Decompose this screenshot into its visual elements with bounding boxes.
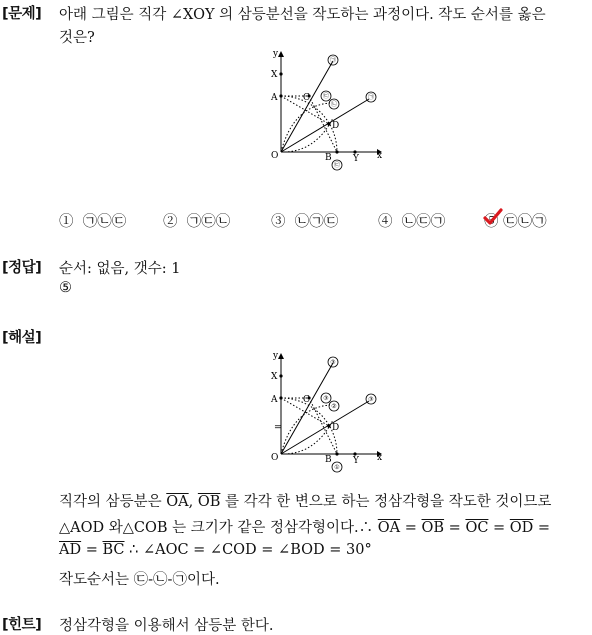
label-O: O [271, 151, 279, 161]
choice-5-number: ⑤ [484, 214, 499, 230]
svg-text:A: A [271, 395, 278, 405]
explanation-line3: $\overline{AD} = \overline{BC}$ ∴ ∠AOC = ∠COD = ∠BOD = 30° [59, 542, 372, 558]
svg-text:③: ③ [330, 359, 336, 366]
svg-text:㉠: ㉠ [329, 57, 337, 64]
choice-2[interactable]: ② ㉠㉢㉡ [163, 214, 231, 230]
svg-text:②: ② [331, 403, 337, 410]
label-x: x [377, 151, 383, 161]
svg-text:㉢: ㉢ [333, 162, 341, 169]
answer-text-line2: ⑤ [59, 280, 72, 296]
svg-text:O: O [271, 453, 279, 463]
answer-tag: [정답] [2, 260, 42, 276]
question-tag: [문제] [2, 6, 42, 22]
explanation-line4: 작도순서는 ㉢-㉡-㉠이다. [59, 572, 220, 588]
label-A: A [271, 93, 278, 103]
construction-figure-2 [265, 350, 395, 480]
label-B: B [325, 153, 332, 163]
explanation-tag: [해설] [2, 330, 42, 346]
question-text-line1: 아래 그림은 직각 ∠XOY 의 삼등분선을 작도하는 과정이다. 작도 순서를 옳은 [59, 7, 546, 23]
ray-od-line [281, 99, 369, 152]
choice-3[interactable]: ③ ㉡㉠㉢ [271, 214, 339, 230]
choice-5[interactable]: ⑤ ㉢㉡㉠ [484, 214, 547, 230]
label-Y: Y [353, 154, 359, 164]
svg-text:=: = [274, 423, 282, 433]
svg-text:①: ① [334, 464, 340, 471]
choice-1[interactable]: ① ㉠㉡㉢ [59, 214, 127, 230]
answer-choices [59, 210, 589, 230]
label-C: C [303, 93, 310, 103]
check-mark-icon [483, 208, 503, 226]
svg-text:③: ③ [368, 396, 374, 403]
svg-text:Y: Y [353, 456, 359, 466]
svg-text:y: y [273, 351, 279, 361]
construction-figure-1 [265, 48, 395, 178]
svg-text:x: x [377, 453, 383, 463]
svg-text:③: ③ [323, 395, 329, 402]
answer-text-line1: 순서: 없음, 갯수: 1 [59, 261, 181, 277]
svg-text:B: B [325, 455, 332, 465]
explanation-line1: 직각의 삼등분은 $\overline{OA}$, $\overline{OB}$ 를 각각 한 변으로 하는 정삼각형을 작도한 것이므로 [59, 494, 552, 510]
ray-oc-line [281, 61, 333, 152]
svg-text:D: D [332, 423, 340, 433]
explanation-line2: △AOD 와△COB 는 크기가 같은 정삼각형이다.∴ $\overline{OA} = \overline{OB} = \overline{OC} = \overline{OD}$ = [59, 520, 551, 536]
hint-tag: [힌트] [2, 617, 42, 633]
label-X: X [271, 70, 278, 80]
svg-text:X: X [271, 372, 278, 382]
svg-text:㉡: ㉡ [330, 101, 338, 108]
svg-text:㉠: ㉠ [367, 94, 375, 101]
svg-text:㉢: ㉢ [322, 93, 330, 100]
label-y: y [273, 49, 279, 59]
svg-text:C: C [303, 395, 310, 405]
hint-text: 정삼각형을 이용해서 삼등분 한다. [59, 618, 274, 634]
label-D: D [332, 121, 340, 131]
choice-4[interactable]: ④ ㉡㉢㉠ [378, 214, 446, 230]
question-text-line2: 것은? [59, 30, 95, 46]
